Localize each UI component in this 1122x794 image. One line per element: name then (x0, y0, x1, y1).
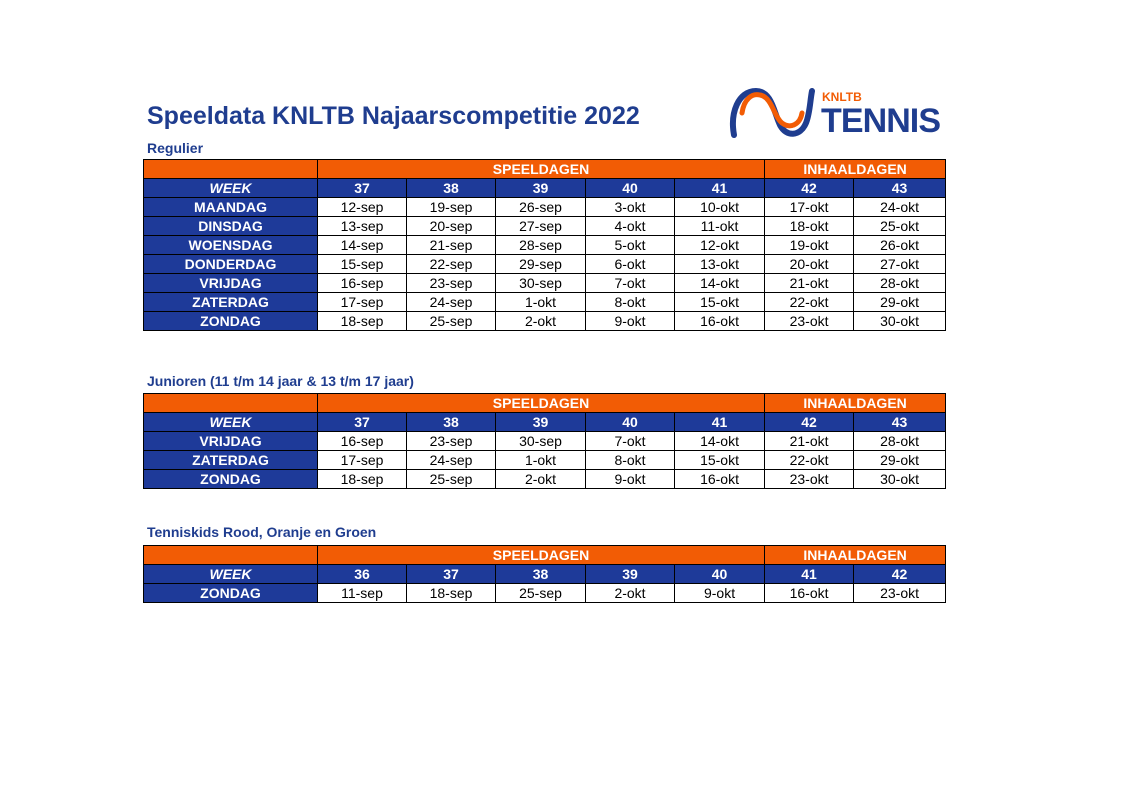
week-row (144, 565, 946, 584)
tennis-wave-logo-icon (728, 83, 943, 141)
day-label: ZONDAG (144, 312, 318, 331)
date-cell: 23-okt (854, 584, 946, 603)
date-cell: 23-okt (765, 312, 854, 331)
week-label: WEEK (144, 413, 318, 432)
week-number: 36 (318, 565, 407, 584)
inhaaldagen-header: INHAALDAGEN (765, 546, 946, 565)
date-cell: 20-sep (407, 217, 496, 236)
date-cell: 11-okt (675, 217, 765, 236)
section-label-junioren: Junioren (11 t/m 14 jaar & 13 t/m 17 jaar) (147, 373, 414, 389)
date-cell: 9-okt (586, 312, 675, 331)
week-number: 37 (318, 413, 407, 432)
section-label-tenniskids: Tenniskids Rood, Oranje en Groen (147, 524, 377, 540)
week-number: 41 (765, 565, 854, 584)
date-cell: 20-okt (765, 255, 854, 274)
date-cell: 26-sep (496, 198, 586, 217)
table-row (144, 584, 946, 603)
table-row (144, 236, 946, 255)
date-cell: 21-okt (765, 432, 854, 451)
date-cell: 2-okt (586, 584, 675, 603)
date-cell: 7-okt (586, 274, 675, 293)
date-cell: 18-sep (318, 312, 407, 331)
date-cell: 13-okt (675, 255, 765, 274)
date-cell: 12-okt (675, 236, 765, 255)
week-number: 37 (407, 565, 496, 584)
inhaaldagen-header: INHAALDAGEN (765, 394, 946, 413)
week-number: 40 (586, 179, 675, 198)
week-number: 38 (407, 179, 496, 198)
date-cell: 25-okt (854, 217, 946, 236)
week-number: 42 (765, 179, 854, 198)
header-row (144, 160, 946, 179)
schedule-table-junioren (143, 393, 946, 489)
date-cell: 26-okt (854, 236, 946, 255)
date-cell: 16-sep (318, 432, 407, 451)
inhaaldagen-header: INHAALDAGEN (765, 160, 946, 179)
date-cell: 12-sep (318, 198, 407, 217)
header-row (144, 394, 946, 413)
date-cell: 18-okt (765, 217, 854, 236)
week-number: 38 (407, 413, 496, 432)
day-label: ZATERDAG (144, 451, 318, 470)
date-cell: 29-sep (496, 255, 586, 274)
date-cell: 25-sep (496, 584, 586, 603)
date-cell: 8-okt (586, 293, 675, 312)
date-cell: 2-okt (496, 470, 586, 489)
date-cell: 16-sep (318, 274, 407, 293)
date-cell: 30-okt (854, 312, 946, 331)
date-cell: 21-sep (407, 236, 496, 255)
date-cell: 29-okt (854, 293, 946, 312)
week-row (144, 179, 946, 198)
day-label: WOENSDAG (144, 236, 318, 255)
date-cell: 22-okt (765, 451, 854, 470)
table-row (144, 432, 946, 451)
date-cell: 14-sep (318, 236, 407, 255)
day-label: ZONDAG (144, 584, 318, 603)
date-cell: 24-okt (854, 198, 946, 217)
header-corner-cell (144, 546, 318, 565)
table-row (144, 451, 946, 470)
date-cell: 22-okt (765, 293, 854, 312)
date-cell: 17-sep (318, 451, 407, 470)
date-cell: 30-okt (854, 470, 946, 489)
logo-big-text: TENNIS (821, 102, 941, 140)
day-label: DONDERDAG (144, 255, 318, 274)
date-cell: 27-sep (496, 217, 586, 236)
week-number: 43 (854, 413, 946, 432)
week-number: 39 (496, 413, 586, 432)
day-label: MAANDAG (144, 198, 318, 217)
week-label: WEEK (144, 179, 318, 198)
date-cell: 28-sep (496, 236, 586, 255)
day-label: ZONDAG (144, 470, 318, 489)
table-row (144, 312, 946, 331)
week-number: 37 (318, 179, 407, 198)
date-cell: 27-okt (854, 255, 946, 274)
header-row (144, 546, 946, 565)
week-number: 41 (675, 179, 765, 198)
date-cell: 23-okt (765, 470, 854, 489)
day-label: ZATERDAG (144, 293, 318, 312)
speeldagen-header: SPEELDAGEN (318, 394, 765, 413)
date-cell: 19-sep (407, 198, 496, 217)
date-cell: 8-okt (586, 451, 675, 470)
date-cell: 18-sep (318, 470, 407, 489)
date-cell: 30-sep (496, 274, 586, 293)
week-number: 39 (586, 565, 675, 584)
date-cell: 23-sep (407, 432, 496, 451)
day-label: DINSDAG (144, 217, 318, 236)
week-number: 39 (496, 179, 586, 198)
date-cell: 28-okt (854, 274, 946, 293)
date-cell: 13-sep (318, 217, 407, 236)
week-number: 40 (675, 565, 765, 584)
logo-small-text: KNLTB (822, 90, 862, 104)
date-cell: 25-sep (407, 470, 496, 489)
week-row (144, 413, 946, 432)
table-row (144, 255, 946, 274)
date-cell: 11-sep (318, 584, 407, 603)
week-number: 40 (586, 413, 675, 432)
week-number: 43 (854, 179, 946, 198)
date-cell: 9-okt (675, 584, 765, 603)
date-cell: 4-okt (586, 217, 675, 236)
date-cell: 16-okt (765, 584, 854, 603)
date-cell: 23-sep (407, 274, 496, 293)
speeldagen-header: SPEELDAGEN (318, 160, 765, 179)
date-cell: 29-okt (854, 451, 946, 470)
date-cell: 3-okt (586, 198, 675, 217)
date-cell: 19-okt (765, 236, 854, 255)
page-title: Speeldata KNLTB Najaarscompetitie 2022 (147, 102, 640, 130)
date-cell: 2-okt (496, 312, 586, 331)
header-corner-cell (144, 394, 318, 413)
date-cell: 10-okt (675, 198, 765, 217)
date-cell: 16-okt (675, 312, 765, 331)
date-cell: 17-okt (765, 198, 854, 217)
date-cell: 5-okt (586, 236, 675, 255)
header-corner-cell (144, 160, 318, 179)
week-number: 41 (675, 413, 765, 432)
week-number: 42 (765, 413, 854, 432)
date-cell: 6-okt (586, 255, 675, 274)
date-cell: 25-sep (407, 312, 496, 331)
date-cell: 18-sep (407, 584, 496, 603)
date-cell: 24-sep (407, 451, 496, 470)
date-cell: 28-okt (854, 432, 946, 451)
schedule-table-regulier (143, 159, 946, 331)
section-label-regulier: Regulier (147, 140, 204, 156)
date-cell: 22-sep (407, 255, 496, 274)
date-cell: 24-sep (407, 293, 496, 312)
date-cell: 16-okt (675, 470, 765, 489)
day-label: VRIJDAG (144, 274, 318, 293)
date-cell: 14-okt (675, 274, 765, 293)
speeldagen-header: SPEELDAGEN (318, 546, 765, 565)
date-cell: 14-okt (675, 432, 765, 451)
date-cell: 1-okt (496, 293, 586, 312)
date-cell: 15-sep (318, 255, 407, 274)
table-row (144, 293, 946, 312)
date-cell: 1-okt (496, 451, 586, 470)
table-row (144, 274, 946, 293)
table-row (144, 217, 946, 236)
table-row (144, 198, 946, 217)
knltb-tennis-logo (728, 83, 943, 141)
week-number: 42 (854, 565, 946, 584)
schedule-table-tenniskids (143, 545, 946, 603)
week-label: WEEK (144, 565, 318, 584)
table-row (144, 470, 946, 489)
date-cell: 7-okt (586, 432, 675, 451)
date-cell: 30-sep (496, 432, 586, 451)
week-number: 38 (496, 565, 586, 584)
date-cell: 15-okt (675, 451, 765, 470)
date-cell: 17-sep (318, 293, 407, 312)
date-cell: 9-okt (586, 470, 675, 489)
day-label: VRIJDAG (144, 432, 318, 451)
date-cell: 21-okt (765, 274, 854, 293)
date-cell: 15-okt (675, 293, 765, 312)
